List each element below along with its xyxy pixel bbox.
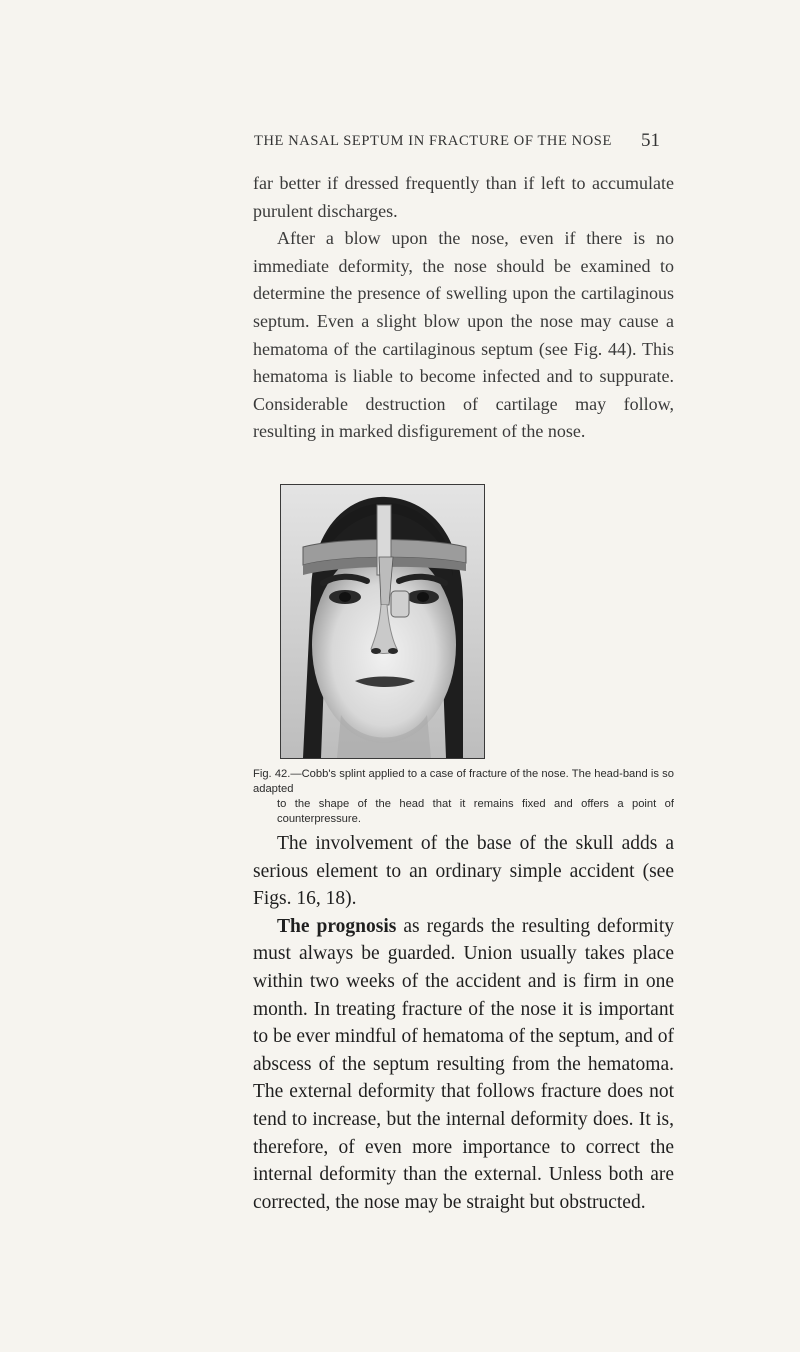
caption-line-1: Fig. 42.—Cobb's splint applied to a case of fracture of the nose. The head-band is so adapted [253,768,674,795]
paragraph-continued: far better if dressed frequently than if left to accumulate purulent discharges. [253,173,674,221]
prognosis-text: as regards the resulting deformity must always be guarded. Union usually takes place within two weeks of the accident and is firm in one month. In treating fracture of the nose it is important to be ever mindful of hematoma of the septum, and of abscess of the septum resulting from the hematoma. The external deformity that follows fracture does not tend to increase, but the internal deformity does. It is, therefore, of even more importance to correct the internal deformity than the external. Unless both are corrected, the nose may be straight but obstructed. [253,915,674,1213]
paragraph-skull-base: The involvement of the base of the skull adds a serious element to an ordinary simple accident (see Figs. 16, 18). [253,833,674,910]
prognosis-heading: The prognosis [277,915,397,937]
page-number: 51 [641,130,660,151]
figure-photograph [280,484,485,759]
top-text-block [253,170,674,446]
running-head-title: THE NASAL SEPTUM IN FRACTURE OF THE NOSE [254,133,612,149]
caption-line-2: to the shape of the head that it remains fixed and offers a point of counterpressure. [277,798,674,825]
paragraph-prognosis [253,913,674,1217]
running-head [254,129,674,153]
bottom-text-block [253,830,674,1216]
figure-caption [253,767,674,827]
splint-photo-illustration [281,485,484,758]
paragraph-blow-upon-nose: After a blow upon the nose, even if there is no immediate deformity, the nose should be examined to determine the presence of swelling upon the cartilaginous septum. Even a slight blow upon the nose may cause a hematoma of the cartilaginous septum (see Fig. 44). This hematoma is liable to become infected and to suppurate. Considerable destruction of cartilage may follow, resulting in marked disfigurement of the nose. [253,228,674,442]
